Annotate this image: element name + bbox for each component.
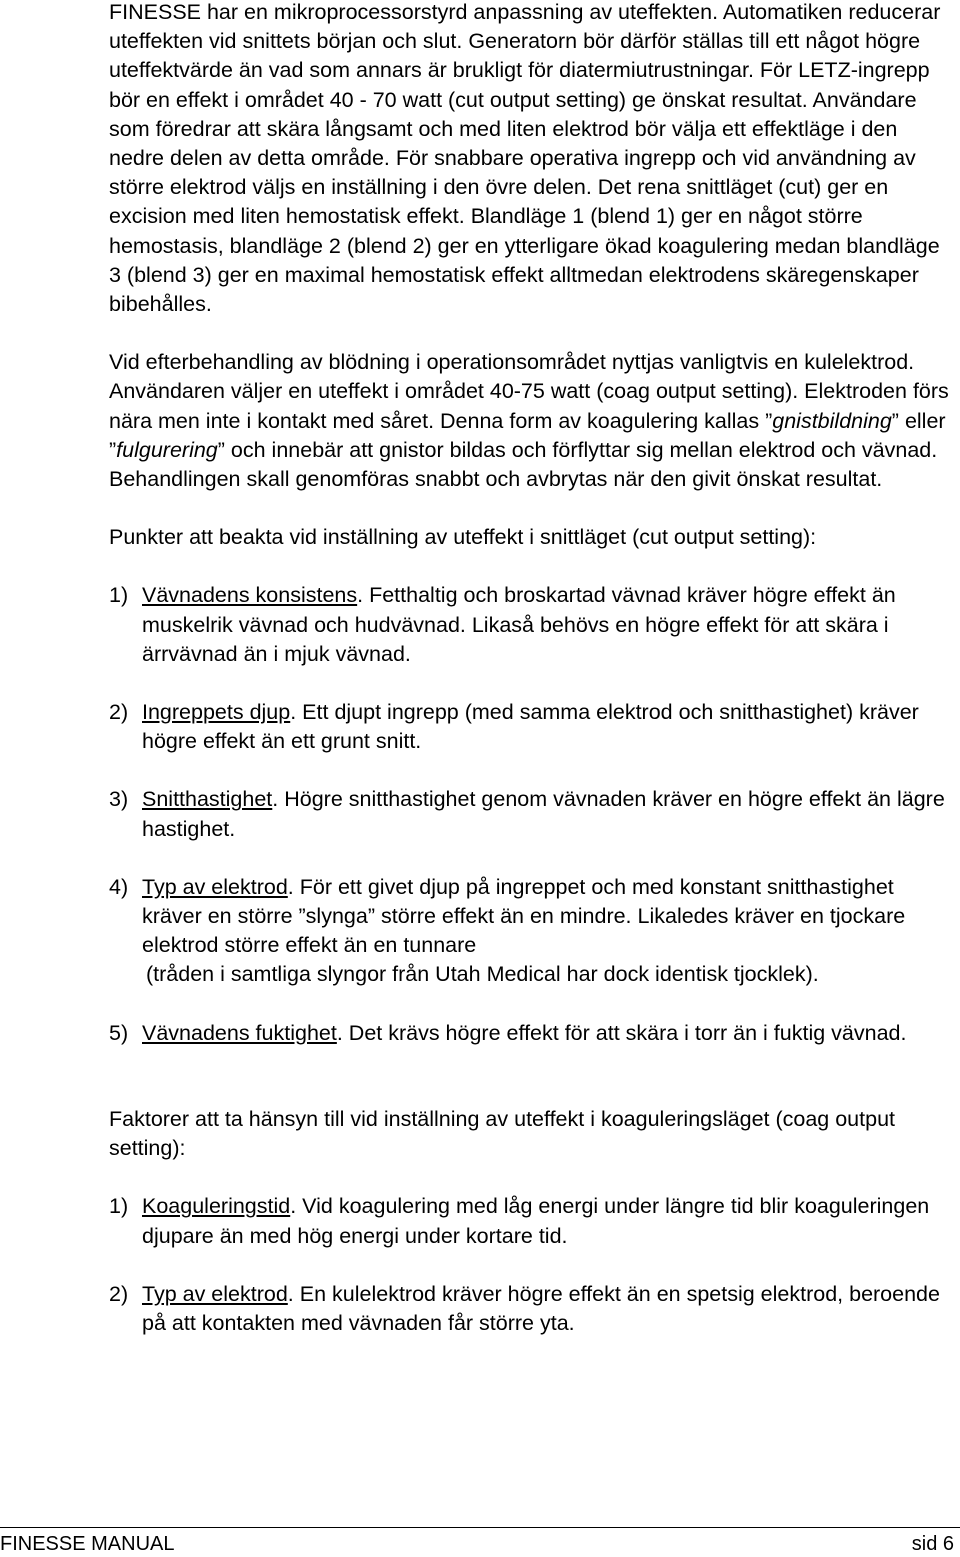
page-number: sid 6 (911, 1533, 954, 1555)
list-number: 4) (109, 874, 129, 899)
list-item-title: Koaguleringstid (142, 1194, 291, 1219)
coag-factors-list (109, 1192, 957, 1338)
list-item-note: (tråden i samtliga slyngor från Utah Medical har dock identisk tjocklek). (146, 962, 819, 987)
list-number: 2) (109, 700, 129, 725)
footer-divider (0, 1527, 960, 1528)
list-item (109, 785, 957, 843)
p2-text-a: Vid efterbehandling av blödning i operationsområdet nyttjas vanligtvis en kulelektrod. Användaren väljer en uteffekt i området 40-75 watt (coag output setting). Elektroden förs nära men inte i kontakt med såret. Denna form av koagulering kallas (109, 350, 949, 433)
list-item (109, 1192, 957, 1250)
footer-title: FINESSE MANUAL (0, 1533, 175, 1555)
p2-term-1: gnistbildning (772, 408, 892, 433)
list-item-title: Vävnadens konsistens (142, 583, 358, 608)
list-number: 1) (109, 1194, 129, 1219)
cut-points-list (109, 581, 957, 1047)
list-item-text: . Det krävs högre effekt för att skära i torr än i fuktig vävnad. (336, 1020, 907, 1045)
list-item-text: . Fetthaltig och broskartad vävnad kräver högre effekt än muskelrik vävnad och hudvävnad. Likaså behövs en högre effekt för att skära i ärrvävnad än i mjuk vävnad. (142, 583, 896, 666)
page-body (109, 0, 957, 1338)
list-item-text: . Ett djupt ingrepp (med samma elektrod och snitthastighet) kräver högre effekt än ett grunt snitt. (142, 700, 919, 754)
list-number: 3) (109, 787, 129, 812)
list-item-title: Vävnadens fuktighet (142, 1020, 337, 1045)
list-item (109, 698, 957, 756)
list-item-title: Typ av elektrod (142, 1281, 288, 1306)
list-item-text: . Högre snitthastighet genom vävnaden kräver en högre effekt än lägre hastighet. (142, 787, 945, 841)
p2-text-c: och innebär att gnistor bildas och förflyttar sig mellan elektrod och vävnad. Behandlingen skall genomföras snabbt och avbrytas när den givit önskat resultat. (109, 437, 938, 492)
list-item-text: . En kulelektrod kräver högre effekt än en spetsig elektrod, beroende på att kontakten med vävnaden får större yta. (142, 1281, 940, 1335)
paragraph-cut-points: Punkter att beakta vid inställning av uteffekt i snittläget (cut output setting): (109, 525, 817, 550)
list-item-title: Ingreppets djup (142, 700, 291, 725)
list-item-text: . För ett givet djup på ingreppet och med konstant snitthastighet kräver en större ”slynga” större effekt än en mindre. Likaledes kräver en tjockare elektrod större effekt än en tunnare (142, 874, 906, 958)
p2-text-b: eller (904, 408, 946, 433)
p2-term-2: fulgurering (116, 437, 218, 462)
list-number: 2) (109, 1281, 129, 1306)
list-item-title: Typ av elektrod (142, 874, 288, 899)
paragraph-coagulation: Vid efterbehandling av blödning i operationsområdet nyttjas vanligtvis en kulelektrod. Användaren väljer en uteffekt i området 40-75 watt (coag output setting). Elektroden förs nära men inte i kontakt med såret. Denna form av koagulering kallas ”gnistbildning” eller ”fulgurering” och innebär att gnistor bildas och förflyttar sig mellan elektrod och vävnad. Behandlingen skall genomföras snabbt och avbrytas när den givit önskat resultat. (109, 350, 949, 492)
list-item (109, 581, 957, 669)
list-number: 1) (109, 583, 129, 608)
list-item (109, 1019, 957, 1048)
list-item-text: . Vid koagulering med låg energi under längre tid blir koaguleringen djupare än med hög energi under kortare tid. (142, 1194, 930, 1248)
list-number: 5) (109, 1020, 129, 1045)
paragraph-coag-factors: Faktorer att ta hänsyn till vid inställning av uteffekt i koaguleringsläget (coag output setting): (109, 1106, 895, 1161)
paragraph-intro: FINESSE har en mikroprocessorstyrd anpassning av uteffekten. Automatiken reducerar uteffekten vid snittets början och slut. Generatorn bör därför ställas till ett något högre uteffektvärde än vad som annars är brukligt för diatermiutrustningar. För LETZ-ingrepp bör en effekt i området 40 - 70 watt (cut output setting) ge önskat resultat. Användare som föredrar att skära långsamt och med liten elektrod bör välja ett effektläge i den nedre delen av detta område. För snabbare operativa ingrepp och vid användning av större elektrod väljs en inställning i den övre delen. Det rena snittläget (cut) ger en excision med liten hemostatisk effekt. Blandläge 1 (blend 1) ger en något större hemostasis, blandläge 2 (blend 2) ger en ytterligare ökad koagulering medan blandläge 3 (blend 3) ger en maximal hemostatisk effekt alltmedan elektrodens skäregenskaper bibehålles. (109, 0, 941, 317)
list-item (109, 873, 957, 990)
list-item-title: Snitthastighet (142, 787, 273, 812)
list-item (109, 1280, 957, 1338)
